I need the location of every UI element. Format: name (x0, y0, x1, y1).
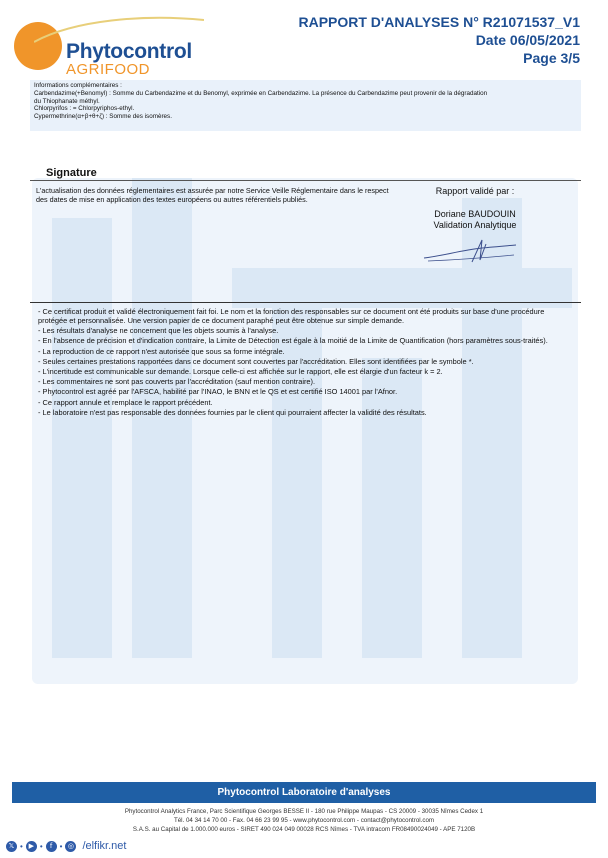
separator-dot: • (20, 841, 23, 851)
note-item: - Les commentaires ne sont pas couverts par l'accréditation (sauf mention contraire). (38, 377, 316, 387)
handwritten-signature (422, 236, 518, 266)
logo-subtitle: AGRIFOOD (66, 61, 151, 78)
info-title: Informations complémentaires : (34, 82, 122, 89)
facebook-icon[interactable]: f (46, 841, 57, 852)
social-links (6, 840, 126, 852)
report-date: Date 06/05/2021 (475, 32, 580, 48)
note-item: - Le laboratoire n'est pas responsable des données fournies par le client qui pourraient affecter la validité des résultats. (38, 407, 427, 417)
social-handle[interactable]: /elfikr.net (82, 840, 127, 852)
note-item: - Phytocontrol est agréé par l'AFSCA, habilité par l'INAO, le BNN et le QS et est certifié ISO 14001 par l'Afnor. (38, 387, 398, 397)
logo-name: Phytocontrol (66, 40, 192, 63)
info-line: du Thiophanate méthyl. (34, 97, 100, 105)
x-icon[interactable]: 𝕏 (6, 841, 17, 852)
footer-banner: Phytocontrol Laboratoire d'analyses (12, 782, 596, 803)
info-line: Carbendazime(+Benomyl) : Somme du Carbendazime et du Benomyl, exprimée en Carbendazime. La présence du Carbendazime peut provenir de la dégradation (34, 89, 488, 97)
phytocontrol-logo (14, 14, 194, 80)
validator-name: Doriane BAUDOUIN (434, 209, 516, 219)
youtube-icon[interactable]: ▶ (26, 841, 37, 852)
validator-role: Validation Analytique (433, 220, 517, 230)
complementary-info-box (30, 80, 581, 131)
info-line: Cypermethrine(α+β+θ+ζ) : Somme des isomères. (34, 113, 172, 121)
info-line: Chlorpyrifos : = Chlorpyriphos-ethyl. (34, 105, 135, 113)
instagram-icon[interactable]: ◎ (65, 841, 76, 852)
note-item: - L'incertitude est communicable sur demande. Lorsque celle-ci est affichée sur le rapport, elle est élargie d'un facteur k = 2. (38, 366, 443, 376)
report-header (298, 13, 580, 67)
note-item: - Seules certaines prestations rapportées dans ce document sont couvertes par l'accréditation. Elles sont identifiées par le symbole *. (38, 356, 474, 366)
signature-divider (30, 180, 581, 181)
note-item: - Les résultats d'analyse ne concernent que les objets soumis à l'analyse. (38, 326, 279, 336)
footer-address: Phytocontrol Analytics France, Parc Scientifique Georges BESSE II - 180 rue Philippe Maupas - CS 20009 - 30035 Nîmes Cedex 1 (124, 808, 484, 815)
notes-list (38, 307, 568, 418)
validator (400, 209, 550, 231)
separator-dot: • (59, 841, 63, 851)
footer-contact: Tél. 04 34 14 70 00 - Fax. 04 66 23 99 95 - www.phytocontrol.com - contact@phytocontrol.com (173, 817, 435, 824)
footer-legal: S.A.S. au Capital de 1.000.000 euros - SIRET 490 024 049 00028 RCS Nîmes - TVA intracom FR08490024049 - APE 7120B (132, 826, 476, 833)
note-item: - En l'absence de précision et d'indication contraire, la Limite de Détection est égale à la moitié de la Limite de Quantification (hors paramètres sous-traités). (38, 336, 548, 346)
signature-text: L'actualisation des données réglementaires est assurée par notre Service Veille Réglementaire dans le respect des dates de mise en application des textes européens ou autres référentiels publiés. (36, 186, 389, 204)
notes-divider (30, 302, 581, 303)
signature-title: Signature (46, 167, 97, 179)
note-item: - Ce certificat produit et validé électroniquement fait foi. Le nom et la fonction des responsables sur ce document ont été produits sur base d'une procédure protégée et personnalisée. Une version papier de ce document paraphé peut être obtenue sur simple demande. (38, 307, 545, 325)
report-number: RAPPORT D'ANALYSES N° R21071537_V1 (298, 14, 580, 30)
validated-by-label: Rapport validé par : (435, 186, 515, 196)
note-item: - Ce rapport annule et remplace le rapport précédent. (38, 397, 213, 407)
separator-dot: • (39, 841, 43, 851)
note-item: - La reproduction de ce rapport n'est autorisée que sous sa forme intégrale. (38, 346, 285, 356)
page-number: Page 3/5 (523, 50, 580, 66)
